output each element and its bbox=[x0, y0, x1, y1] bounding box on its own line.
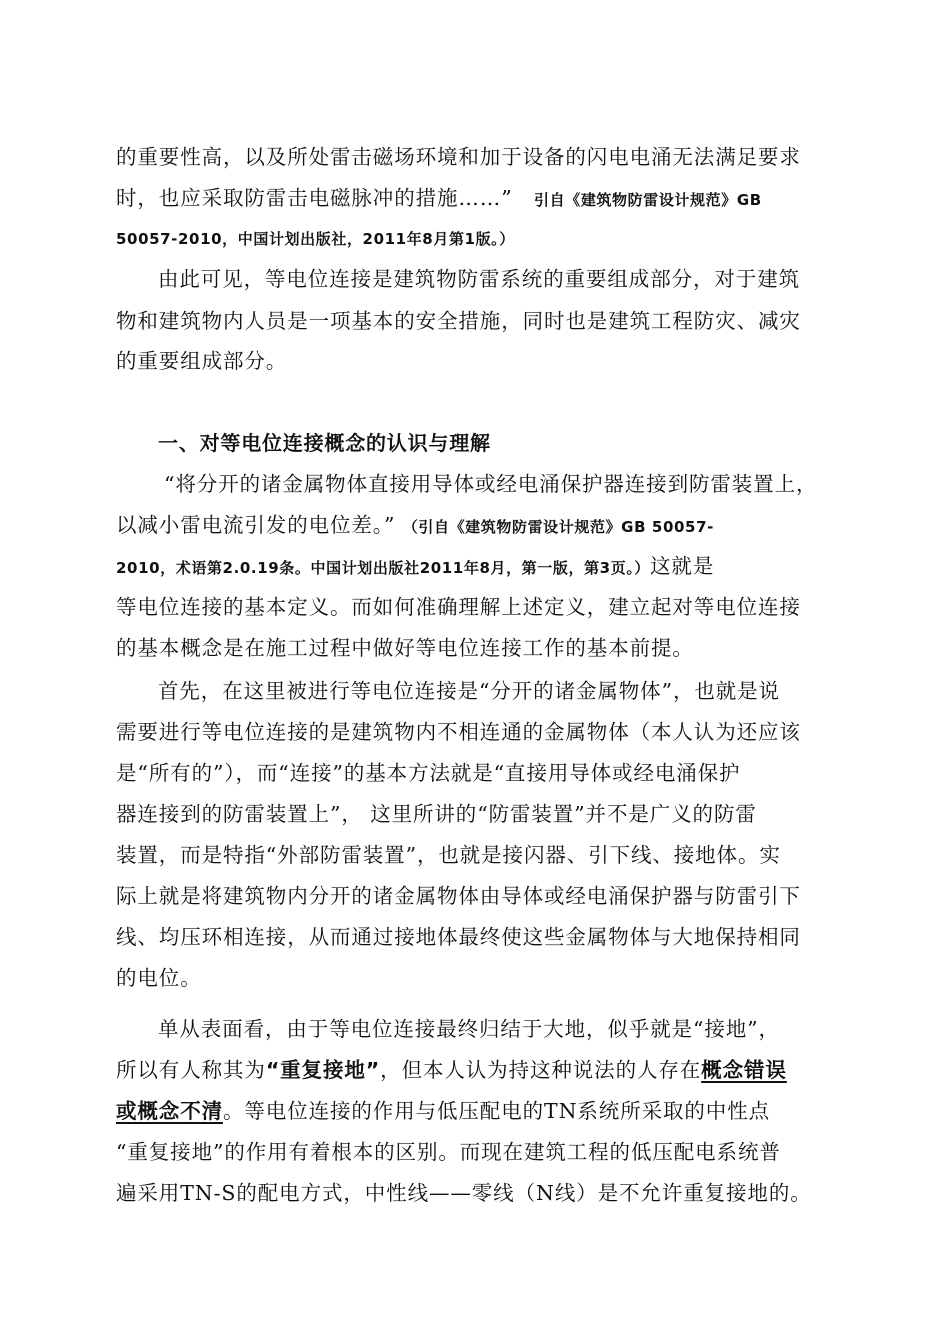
citation-continued: 2010，术语第2.0.19条。中国计划出版社2011年8月，第一版，第3页。） bbox=[116, 559, 651, 577]
underlined-term: 或概念不清 bbox=[116, 1099, 223, 1123]
paragraph-3-line-3 bbox=[116, 551, 836, 583]
paragraph-5-text: 所以有人称其为 bbox=[116, 1058, 266, 1082]
paragraph-4-line-7: 线、均压环相连接，从而通过接地体最终使这些金属物体与大地保持相同 bbox=[116, 925, 801, 949]
definition-quote-end: 以减小雷电流引发的电位差。” bbox=[116, 513, 396, 537]
citation-continued: 50057-2010，中国计划出版社，2011年8月第1版。） bbox=[116, 230, 515, 248]
paragraph-4-line-5: 装置，而是特指“外部防雷装置”，也就是接闪器、引下线、接地体。实 bbox=[116, 843, 781, 867]
underlined-term: 概念错误 bbox=[701, 1058, 787, 1082]
paragraph-4-line-4: 器连接到的防雷装置上”， 这里所讲的“防雷装置”并不是广义的防雷 bbox=[116, 802, 757, 826]
paragraph-4-line-6: 际上就是将建筑物内分开的诸金属物体由导体或经电涌保护器与防雷引下 bbox=[116, 884, 801, 908]
paragraph-1-line-1: 的重要性高，以及所处雷击磁场环境和加于设备的闪电电涌无法满足要求 bbox=[116, 145, 801, 169]
paragraph-5-line-1: 单从表面看，由于等电位连接最终归结于大地，似乎就是“接地”， bbox=[158, 1017, 780, 1041]
paragraph-2-line-2: 物和建筑物内人员是一项基本的安全措施，同时也是建筑工程防灾、减灾 bbox=[116, 309, 801, 333]
paragraph-1-line-2 bbox=[116, 183, 836, 215]
paragraph-5-text: ，但本人认为持这种说法的人存在 bbox=[380, 1058, 702, 1082]
paragraph-2-line-3: 的重要组成部分。 bbox=[116, 349, 288, 373]
paragraph-5-line-5: 遍采用TN-S的配电方式，中性线——零线（N线）是不允许重复接地的。 bbox=[116, 1181, 812, 1205]
paragraph-4-line-1: 首先，在这里被进行等电位连接是“分开的诸金属物体”，也就是说 bbox=[158, 679, 780, 703]
paragraph-2-line-1: 由此可见，等电位连接是建筑物防雷系统的重要组成部分，对于建筑 bbox=[158, 267, 800, 291]
paragraph-3-line-5: 的基本概念是在施工过程中做好等电位连接工作的基本前提。 bbox=[116, 636, 694, 660]
paragraph-4-line-3: 是“所有的”），而“连接”的基本方法就是“直接用导体或经电涌保护 bbox=[116, 761, 741, 785]
paragraph-3-line-1: “将分开的诸金属物体直接用导体或经电涌保护器连接到防雷装置上， bbox=[164, 472, 818, 496]
paragraph-5-line-3 bbox=[116, 1096, 836, 1126]
paragraph-5-text: 。等电位连接的作用与低压配电的TN系统所采取的中性点 bbox=[223, 1099, 771, 1123]
section-heading: 一、对等电位连接概念的认识与理解 bbox=[158, 431, 491, 455]
paragraph-4-line-8: 的电位。 bbox=[116, 966, 202, 990]
paragraph-1-text: 时，也应采取防雷击电磁脉冲的措施……” bbox=[116, 186, 513, 210]
paragraph-4-line-2: 需要进行等电位连接的是建筑物内不相连通的金属物体（本人认为还应该 bbox=[116, 720, 801, 744]
bold-term: “重复接地” bbox=[265, 1058, 381, 1082]
paragraph-3-line-2 bbox=[116, 510, 836, 542]
paragraph-5-line-4: “重复接地”的作用有着根本的区别。而现在建筑工程的低压配电系统普 bbox=[116, 1140, 781, 1164]
citation: 引自《建筑物防雷设计规范》GB bbox=[534, 191, 762, 209]
paragraph-3-text: 这就是 bbox=[650, 554, 715, 578]
paragraph-3-line-4: 等电位连接的基本定义。而如何准确理解上述定义，建立起对等电位连接 bbox=[116, 595, 801, 619]
citation: （引自《建筑物防雷设计规范》GB 50057- bbox=[402, 518, 714, 536]
paragraph-5-line-2 bbox=[116, 1055, 836, 1085]
